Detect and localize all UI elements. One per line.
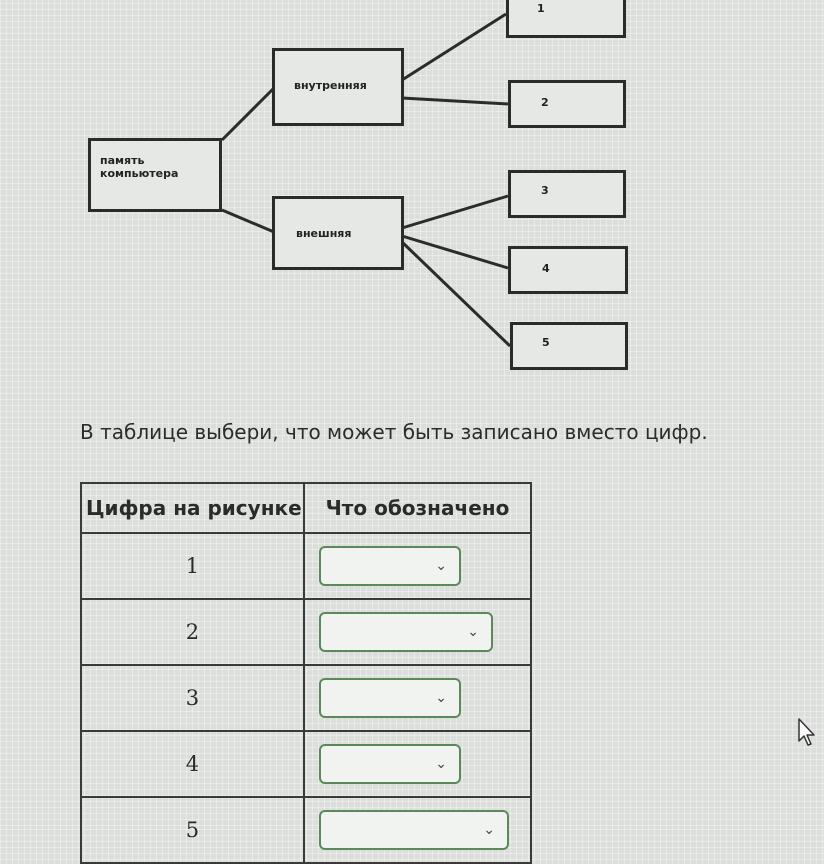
number-box-2 <box>508 80 626 128</box>
root-label-line2: компьютера <box>100 167 179 180</box>
chevron-down-icon: ⌄ <box>435 558 447 574</box>
chevron-down-icon: ⌄ <box>435 756 447 772</box>
connector-root-internal <box>222 88 274 140</box>
row-answer <box>304 731 531 797</box>
chevron-down-icon: ⌄ <box>483 822 495 838</box>
table-row <box>81 533 531 599</box>
internal-label: внутренняя <box>294 79 367 92</box>
number-label-3: 3 <box>541 184 549 197</box>
table-row <box>81 797 531 863</box>
table-row <box>81 731 531 797</box>
header-meaning: Что обозначено <box>304 483 531 533</box>
row-digit <box>81 731 304 797</box>
answer-select-3[interactable] <box>319 678 461 718</box>
row-answer <box>304 665 531 731</box>
row-answer <box>304 533 531 599</box>
number-label-4: 4 <box>542 262 550 275</box>
digit-label: 3 <box>185 686 200 710</box>
external-label: внешняя <box>296 227 352 240</box>
answer-select-4[interactable] <box>319 744 461 784</box>
number-label-1: 1 <box>537 2 545 15</box>
row-answer <box>304 797 531 863</box>
connector-internal-1 <box>402 14 506 80</box>
mouse-pointer-icon <box>797 717 819 747</box>
digit-label: 5 <box>185 818 200 842</box>
connector-external-4 <box>402 236 508 268</box>
chevron-down-icon: ⌄ <box>435 690 447 706</box>
connector-external-5 <box>402 242 510 346</box>
table-row <box>81 665 531 731</box>
connector-root-external <box>222 210 274 232</box>
table-header-row <box>81 483 531 533</box>
digit-label: 1 <box>185 554 200 578</box>
table-row <box>81 599 531 665</box>
number-label-5: 5 <box>542 336 550 349</box>
answer-table <box>80 482 532 864</box>
number-box-5 <box>510 322 628 370</box>
row-digit <box>81 533 304 599</box>
connector-internal-2 <box>402 98 508 104</box>
row-digit <box>81 797 304 863</box>
answer-select-5[interactable] <box>319 810 509 850</box>
number-box-4 <box>508 246 628 294</box>
number-box-1 <box>506 0 626 38</box>
row-digit <box>81 665 304 731</box>
answer-select-1[interactable] <box>319 546 461 586</box>
memory-diagram <box>0 0 824 400</box>
header-digit: Цифра на рисунке <box>81 483 304 533</box>
row-digit <box>81 599 304 665</box>
answer-select-2[interactable] <box>319 612 493 652</box>
connector-external-3 <box>402 196 508 228</box>
number-label-2: 2 <box>541 96 549 109</box>
question-text: В таблице выбери, что может быть записано вместо цифр. <box>80 420 708 444</box>
digit-label: 4 <box>185 752 200 776</box>
row-answer <box>304 599 531 665</box>
number-box-3 <box>508 170 626 218</box>
root-label <box>100 154 178 180</box>
root-label-line1: память <box>100 154 145 167</box>
digit-label: 2 <box>185 620 200 644</box>
chevron-down-icon: ⌄ <box>467 624 479 640</box>
